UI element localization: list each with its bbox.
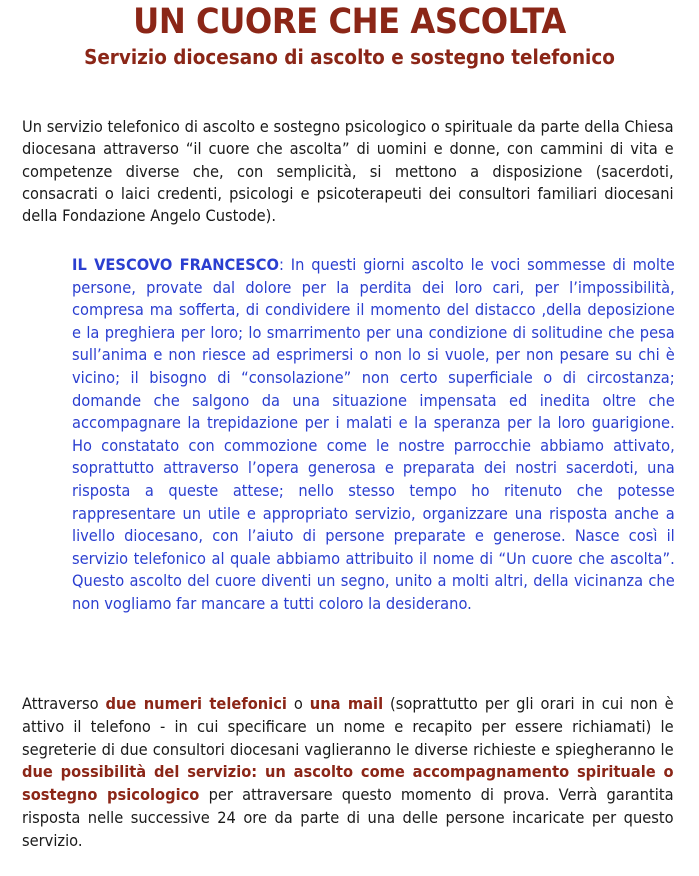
contact-paragraph: [22, 693, 674, 853]
quote-speaker: IL VESCOVO FRANCESCO: [72, 255, 280, 274]
highlight-service-options: due possibilità del servizio: un ascolto come accompagnamento spirituale o sostegno psicologico: [22, 762, 674, 805]
highlight-phone-numbers: due numeri telefonici: [105, 694, 287, 713]
final-text-3: (soprattutto per gli orari in cui non è attivo il telefono - in cui specificare un nome e recapito per essere richiamati) le segreterie di due consultori diocesani vaglieranno le diverse richieste e spiegheranno le: [22, 694, 674, 759]
page-title: UN CUORE CHE ASCOLTA: [133, 2, 566, 42]
page-subtitle: Servizio diocesano di ascolto e sostegno telefonico: [84, 45, 615, 69]
quote-text: : In questi giorni ascolto le voci sommesse di molte persone, provate dal dolore per la perdita dei loro cari, per l’impossibilità, compresa ma sofferta, di condividere il momento del distacco ,della deposizione e la preghiera per loro; lo smarrimento per una condizione di solitudine che pesa sull’anima e non riesce ad esprimersi o non lo si vuole, per non pesare su chi è vicino; il bisogno di “consolazione” non certo superficiale o di circostanza; domande che salgono da una situazione impensata ed inedita oltre che accompagnare la trepidazione per i malati e la speranza per la loro guarigione. Ho constatato con commozione come le nostre parrocchie abbiamo attivato, soprattutto attraverso l’opera generosa e preparata dei nostri sacerdoti, una risposta a queste attese; nello stesso tempo ho ritenuto che potesse rappresentare un utile e appropriato servizio, organizzare una risposta anche a livello diocesano, con l’aiuto di persone preparate e generose. Nasce così il servizio telefonico al quale abbiamo attribuito il nome di “Un cuore che ascolta”. Questo ascolto del cuore diventi un segno, unito a molti altri, della vicinanza che non vogliamo far mancare a tutti coloro la desiderano.: [72, 255, 675, 613]
final-text-1: Attraverso: [22, 694, 106, 713]
intro-paragraph: Un servizio telefonico di ascolto e sostegno psicologico o spirituale da parte della Chiesa diocesana attraverso “il cuore che ascolta” di uomini e donne, con cammini di vita e competenze diverse che, con semplicità, si mettono a disposizione (sacerdoti, consacrati o laici credenti, psicologi e psicoterapeuti dei consultori familiari diocesani della Fondazione Angelo Custode).: [22, 117, 674, 226]
highlight-mail: una mail: [309, 694, 384, 713]
final-text-2: o: [286, 694, 310, 713]
final-text-4: per attraversare questo momento di prova. Verrà garantita risposta nelle successive 24 ore da parte di una delle persone incaricate per questo servizio.: [22, 785, 674, 850]
bishop-quote: [72, 254, 675, 616]
